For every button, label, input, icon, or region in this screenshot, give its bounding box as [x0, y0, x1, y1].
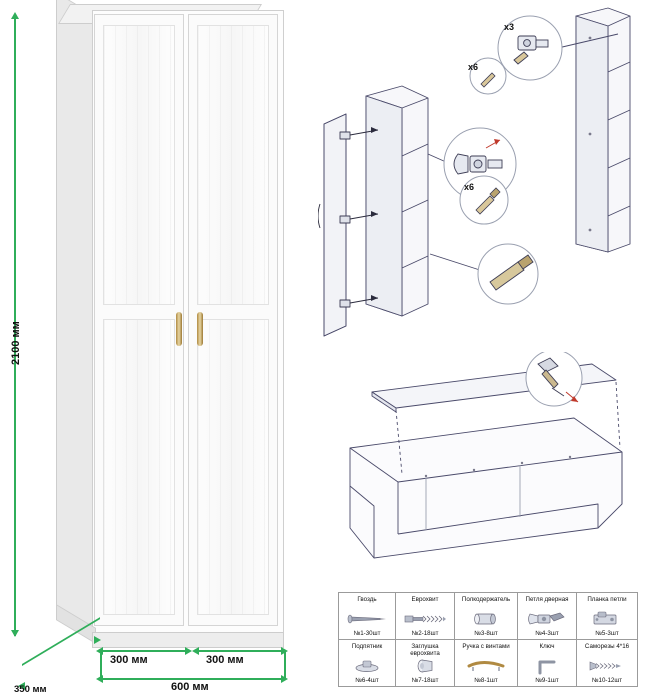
table-row	[339, 640, 638, 687]
part-title: Петля дверная	[525, 596, 569, 603]
callout-x6-top-label: х6	[468, 62, 479, 72]
door-handle-right	[197, 312, 203, 346]
part-title: Еврохвит	[411, 596, 439, 603]
height-dimension-label: 2100 мм	[10, 321, 22, 365]
carcass-lying	[350, 418, 622, 558]
part-code: №3-8шт	[474, 630, 498, 637]
part-cell-foot-pad	[339, 640, 395, 686]
door-groove-texture	[104, 26, 174, 304]
width-arrow-end	[281, 675, 288, 683]
door-panel-lower	[103, 319, 175, 615]
part-code: №5-3шт	[595, 630, 619, 637]
cap-icon	[396, 656, 454, 676]
back-panel-assembly-diagram	[330, 352, 640, 567]
part-cell-shelf-support	[455, 593, 517, 639]
callout-large-screw	[478, 244, 538, 304]
depth-dimension-label: 350 мм	[14, 684, 47, 695]
callout-top-screw	[468, 58, 506, 94]
callout-top-hardware	[498, 16, 562, 80]
width-dimension-label: 600 мм	[171, 681, 209, 693]
carcass-door-assembly-diagram	[318, 4, 645, 344]
part-cell-door-hinge	[518, 593, 576, 639]
door-right-arrow-start	[192, 647, 199, 655]
part-code: №2-18шт	[411, 630, 439, 637]
callout-x3-label: х3	[504, 22, 515, 32]
callout-hammer-nail	[526, 352, 582, 406]
width-dimension-line	[100, 678, 284, 680]
part-code: №9-1шт	[535, 677, 559, 684]
callout-x6-mid-label: х6	[464, 182, 475, 192]
part-code: №4-3шт	[535, 630, 559, 637]
door-panel-upper	[103, 25, 175, 305]
part-cell-cap	[396, 640, 454, 686]
cabinet-side-panel	[56, 0, 96, 636]
part-cell-nail	[339, 593, 395, 639]
door-left-dimension-label: 300 мм	[110, 654, 148, 666]
door-left-arrow-end	[185, 647, 192, 655]
hinge-plate-icon	[577, 609, 637, 629]
part-title: Подпятник	[351, 643, 383, 650]
parts-list-table	[338, 592, 638, 687]
door-groove-texture	[198, 320, 268, 614]
door-groove-texture	[198, 26, 268, 304]
part-title: Саморезы 4*16	[584, 643, 630, 650]
part-cell-handle	[455, 640, 517, 686]
part-code: №7-18шт	[411, 677, 439, 684]
self-tapping-screw-icon	[577, 656, 637, 676]
part-title: Гвоздь	[357, 596, 377, 603]
part-code: №8-1шт	[474, 677, 498, 684]
part-title: Планка петли	[587, 596, 627, 603]
door-hinge-icon	[518, 609, 576, 629]
door-handle-left	[176, 312, 182, 346]
callout-screw-x6	[460, 176, 508, 224]
door-panel-upper	[197, 25, 269, 305]
part-title: Ключ	[539, 643, 555, 650]
part-cell-hinge-plate	[577, 593, 637, 639]
part-code: №10-12шт	[591, 677, 623, 684]
part-code: №6-4шт	[355, 677, 379, 684]
door-right-dimension-label: 300 мм	[206, 654, 244, 666]
height-arrow-top	[11, 12, 19, 19]
part-cell-self-tapping-screw	[577, 640, 637, 686]
part-cell-allen-key	[518, 640, 576, 686]
part-cell-euro-screw	[396, 593, 454, 639]
allen-key-icon	[518, 656, 576, 676]
part-title: Ручка с винтами	[462, 643, 510, 650]
nail-icon	[339, 609, 395, 629]
door-panel-lower	[197, 319, 269, 615]
shelf-support-icon	[455, 609, 517, 629]
handle-icon	[455, 656, 517, 676]
part-code: №1-30шт	[353, 630, 381, 637]
width-arrow-start	[96, 675, 103, 683]
part-title: Заглушка еврохвита	[410, 643, 440, 657]
table-row	[339, 593, 638, 640]
part-title: Полкодержатель	[461, 596, 511, 603]
cabinet-door-left	[94, 14, 184, 626]
door-left-dimension-line	[100, 650, 188, 652]
euro-screw-icon	[396, 609, 454, 629]
cabinet-figure	[30, 4, 320, 694]
carcass-upright	[576, 8, 630, 252]
door-right-dimension-line	[196, 650, 284, 652]
door-groove-texture	[104, 320, 174, 614]
carcass-open	[366, 86, 428, 316]
foot-pad-icon	[339, 656, 395, 676]
